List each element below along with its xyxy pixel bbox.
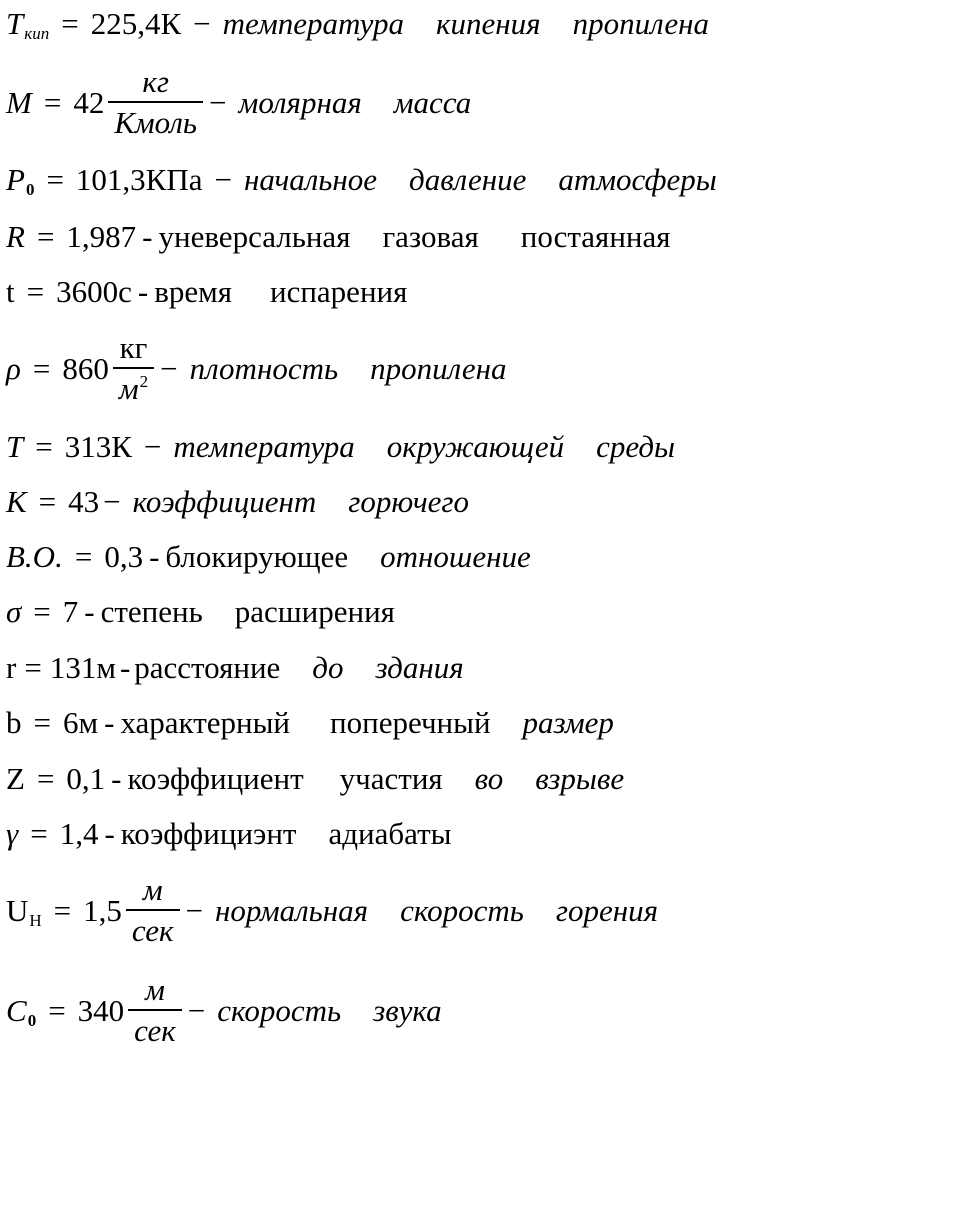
symbol: T	[6, 429, 24, 464]
description-word: коэффициент	[127, 761, 304, 796]
symbol: Z	[6, 761, 25, 796]
separator: -	[119, 650, 131, 685]
unit-denominator-base: м	[118, 371, 139, 406]
description-word: постаянная	[520, 219, 671, 254]
formula-line-ambient-temp	[6, 431, 675, 462]
description-word: время	[154, 274, 232, 309]
equals-sign: =	[38, 484, 57, 519]
description-word: коэффициент	[132, 484, 317, 519]
value: 0,3	[104, 539, 144, 574]
symbol: t	[6, 274, 15, 309]
description-word: горения	[555, 892, 659, 928]
description-word: степень	[100, 594, 203, 629]
equals-sign: =	[26, 274, 45, 309]
description-word: адиабаты	[328, 816, 452, 851]
value: 1,5	[83, 892, 122, 928]
description-word: газовая	[382, 219, 479, 254]
equals-sign: =	[33, 705, 51, 740]
equals-sign: =	[43, 84, 62, 120]
formula-line-burning-velocity	[6, 874, 658, 946]
description-word: температура	[173, 429, 355, 464]
unit-fraction	[126, 874, 180, 946]
description-word: расстояние	[134, 650, 281, 685]
unit-numerator: кг	[119, 330, 148, 365]
formula-line-adiabatic-index	[6, 818, 451, 849]
value: 313К	[64, 429, 132, 464]
value: 1,4	[59, 816, 99, 851]
description-word: давление	[409, 162, 527, 197]
subscript: 0	[27, 1010, 37, 1030]
equals-sign: =	[61, 6, 79, 41]
value: 860	[62, 350, 109, 386]
symbol: C	[6, 992, 27, 1028]
value: 42	[73, 84, 105, 120]
description-word: кипения	[436, 6, 541, 41]
unit-numerator: м	[142, 872, 163, 907]
description-word: плотность	[189, 350, 339, 386]
formula-line-gas-constant	[6, 221, 671, 252]
formula-line-evaporation-time	[6, 276, 407, 307]
description-word: испарения	[269, 274, 408, 309]
formula-line-initial-pressure	[6, 162, 717, 199]
description-word: атмосферы	[558, 162, 717, 197]
description-word: расширения	[234, 594, 395, 629]
separator: −	[193, 6, 211, 41]
unit-fraction	[113, 332, 154, 404]
subscript: 0	[25, 180, 35, 199]
unit-denominator: сек	[126, 909, 180, 946]
description-word: температура	[222, 6, 404, 41]
separator: -	[149, 539, 160, 574]
value: 225,4К	[90, 6, 182, 41]
description-word: нормальная	[215, 892, 369, 928]
symbol: U	[6, 892, 29, 928]
description-word: пропилена	[572, 6, 709, 41]
description-word: звука	[373, 992, 442, 1028]
value: 7	[62, 594, 79, 629]
value: 131м	[49, 650, 116, 685]
value: 43	[68, 484, 100, 519]
description-word: блокирующее	[165, 539, 349, 574]
description-word: уневерсальная	[158, 219, 351, 254]
value: 1,987	[66, 219, 137, 254]
equals-sign: =	[46, 162, 64, 197]
separator: −	[187, 992, 206, 1028]
separator: −	[209, 84, 227, 120]
symbol: B.O.	[6, 539, 63, 574]
symbol: γ	[6, 816, 19, 851]
formula-line-density	[6, 332, 507, 404]
unit-numerator: м	[145, 972, 165, 1007]
description-word: коэффициэнт	[120, 816, 297, 851]
description-word: отношение	[380, 539, 531, 574]
separator: -	[137, 274, 149, 309]
equals-sign: =	[36, 761, 55, 796]
unit-fraction	[108, 66, 203, 138]
formula-line-distance	[6, 652, 464, 683]
formula-line-explosion-participation	[6, 763, 624, 794]
subscript: Н	[29, 910, 42, 930]
equals-sign: =	[74, 539, 93, 574]
separator: −	[160, 350, 178, 386]
separator: -	[111, 761, 122, 796]
symbol: σ	[6, 594, 22, 629]
subscript: кип	[24, 24, 50, 43]
value: 6м	[62, 705, 99, 740]
symbol: T	[6, 6, 24, 41]
unit-denominator	[113, 367, 154, 404]
unit-numerator: кг	[142, 64, 169, 99]
formula-line-transverse-size	[6, 707, 614, 738]
symbol: M	[6, 84, 32, 120]
value: 0,1	[66, 761, 106, 796]
description-word: пропилена	[370, 350, 507, 386]
equals-sign: =	[33, 594, 51, 629]
unit-exponent: 2	[139, 372, 149, 391]
formula-line-fuel-coefficient	[6, 486, 469, 517]
equals-sign: =	[30, 816, 48, 851]
description-word: здания	[375, 650, 464, 685]
description-word: скорость	[400, 892, 524, 928]
value: 101,3КПа	[75, 162, 203, 197]
separator: −	[214, 162, 232, 197]
equals-sign: =	[36, 219, 55, 254]
separator: -	[104, 705, 115, 740]
unit-fraction	[128, 974, 182, 1046]
symbol: ρ	[6, 350, 21, 386]
description-word: масса	[393, 84, 472, 120]
description-word: до	[312, 650, 344, 685]
equals-sign: =	[24, 650, 42, 685]
description-word: взрыве	[535, 761, 625, 796]
formula-line-boiling-temp	[6, 6, 709, 43]
description-word: окружающей	[386, 429, 565, 464]
formula-line-expansion-degree	[6, 596, 395, 627]
description-word: во	[474, 761, 504, 796]
equals-sign: =	[35, 429, 53, 464]
equals-sign: =	[32, 350, 51, 386]
formula-line-blocking-ratio	[6, 541, 531, 572]
symbol: R	[6, 219, 25, 254]
description-word: участия	[339, 761, 443, 796]
separator: −	[143, 429, 162, 464]
symbol: К	[6, 484, 27, 519]
symbol: r	[6, 650, 17, 685]
separator: -	[104, 816, 115, 851]
equals-sign: =	[48, 992, 66, 1028]
value: 3600с	[56, 274, 132, 309]
unit-denominator: сек	[128, 1009, 182, 1046]
description-word: молярная	[238, 84, 362, 120]
separator: −	[185, 892, 204, 928]
symbol: P	[6, 162, 25, 197]
value: 340	[77, 992, 125, 1028]
formula-line-molar-mass	[6, 66, 471, 138]
unit-denominator: Кмоль	[108, 101, 203, 138]
separator: −	[103, 484, 121, 519]
description-word: среды	[596, 429, 676, 464]
description-word: начальное	[243, 162, 378, 197]
symbol: b	[6, 705, 22, 740]
separator: -	[142, 219, 153, 254]
description-word: характерный	[120, 705, 291, 740]
description-word: размер	[522, 705, 614, 740]
separator: -	[84, 594, 95, 629]
formula-line-sound-speed	[6, 974, 442, 1046]
description-word: поперечный	[330, 705, 491, 740]
equals-sign: =	[53, 892, 72, 928]
description-word: горючего	[348, 484, 469, 519]
description-word: скорость	[217, 992, 342, 1028]
